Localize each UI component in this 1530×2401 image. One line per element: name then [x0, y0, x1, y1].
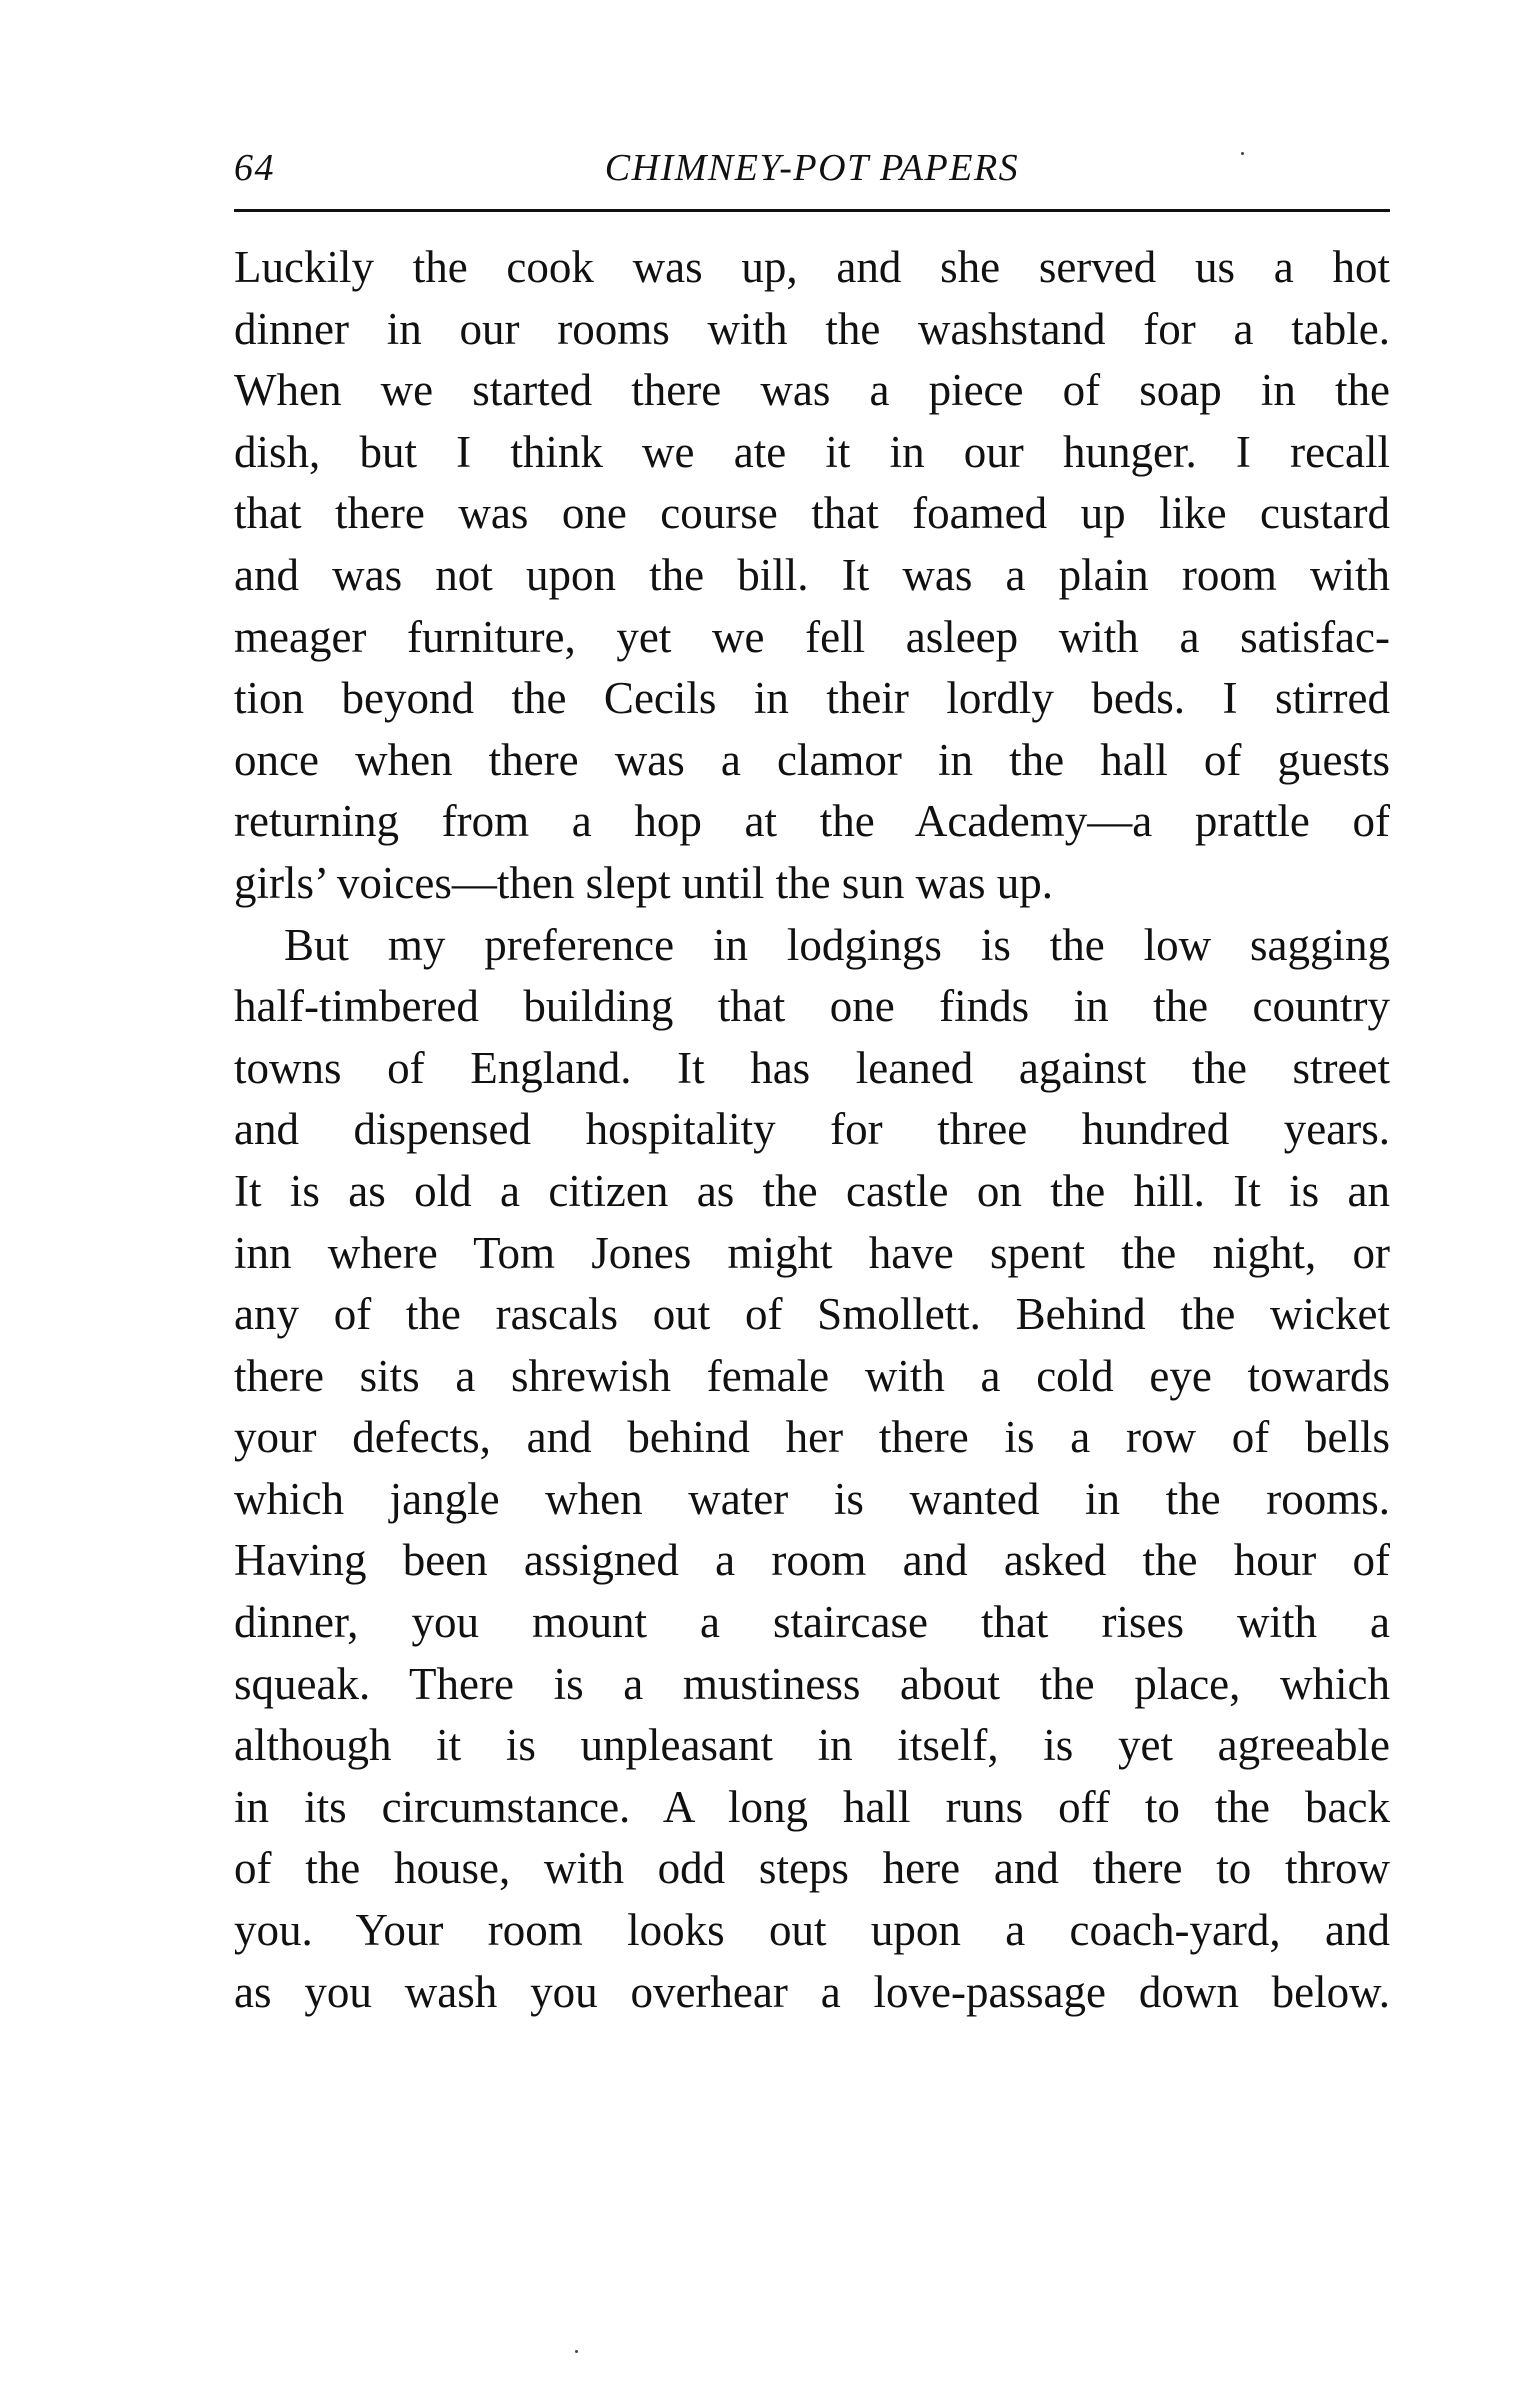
text-line: It is as old a citizen as the castle on the hill. It is an	[234, 1165, 1390, 1216]
text-line: that there was one course that foamed up like custard	[234, 488, 1390, 539]
text-line: there sits a shrewish female with a cold eye towards	[234, 1350, 1390, 1401]
text-line: as you wash you overhear a love-passage down below.	[234, 1966, 1390, 2017]
text-line: Luckily the cook was up, and she served us a hot	[234, 242, 1390, 292]
text-line: although it is unpleasant in itself, is yet agreeable	[234, 1720, 1390, 1771]
text-line: girls’ voices—then slept until the sun was up.	[234, 857, 1054, 908]
text-line: half-timbered building that one finds in the country	[234, 981, 1390, 1032]
page-number: 64	[234, 147, 275, 189]
running-title: CHIMNEY-POT PAPERS	[604, 147, 1020, 189]
text-line: you. Your room looks out upon a coach-yard, and	[234, 1905, 1390, 1956]
text-line: squeak. There is a mustiness about the place, which	[234, 1658, 1390, 1709]
text-line: of the house, with odd steps here and there to throw	[234, 1843, 1390, 1894]
text-line: your defects, and behind her there is a row of bells	[234, 1412, 1390, 1463]
text-line: dinner in our rooms with the washstand for a table.	[234, 303, 1390, 354]
text-line: meager furniture, yet we fell asleep with a satisfac-	[234, 611, 1390, 662]
text-line: returning from a hop at the Academy—a prattle of	[234, 796, 1390, 847]
text-line: dish, but I think we ate it in our hunger. I recall	[234, 426, 1390, 477]
text-line: once when there was a clamor in the hall of guests	[234, 734, 1390, 785]
running-header	[234, 146, 1390, 206]
text-line: in its circumstance. A long hall runs off to the back	[234, 1781, 1390, 1832]
scan-speck	[1241, 152, 1244, 155]
page-body	[234, 237, 1390, 2023]
text-line: But my preference in lodgings is the low sagging	[284, 919, 1390, 970]
scan-speck	[575, 2350, 578, 2353]
text-line: and was not upon the bill. It was a plain room with	[234, 549, 1390, 600]
header-rule	[234, 209, 1390, 212]
text-line: When we started there was a piece of soap in the	[234, 365, 1390, 416]
text-line: which jangle when water is wanted in the rooms.	[234, 1473, 1390, 1524]
text-line: inn where Tom Jones might have spent the night, or	[234, 1227, 1390, 1278]
text-line: Having been assigned a room and asked the hour of	[234, 1535, 1390, 1586]
text-line: towns of England. It has leaned against the street	[234, 1042, 1390, 1093]
text-line: tion beyond the Cecils in their lordly beds. I stirred	[234, 673, 1390, 724]
text-line: and dispensed hospitality for three hundred years.	[234, 1104, 1390, 1155]
text-line: dinner, you mount a staircase that rises with a	[234, 1597, 1390, 1648]
text-line: any of the rascals out of Smollett. Behind the wicket	[234, 1289, 1390, 1340]
